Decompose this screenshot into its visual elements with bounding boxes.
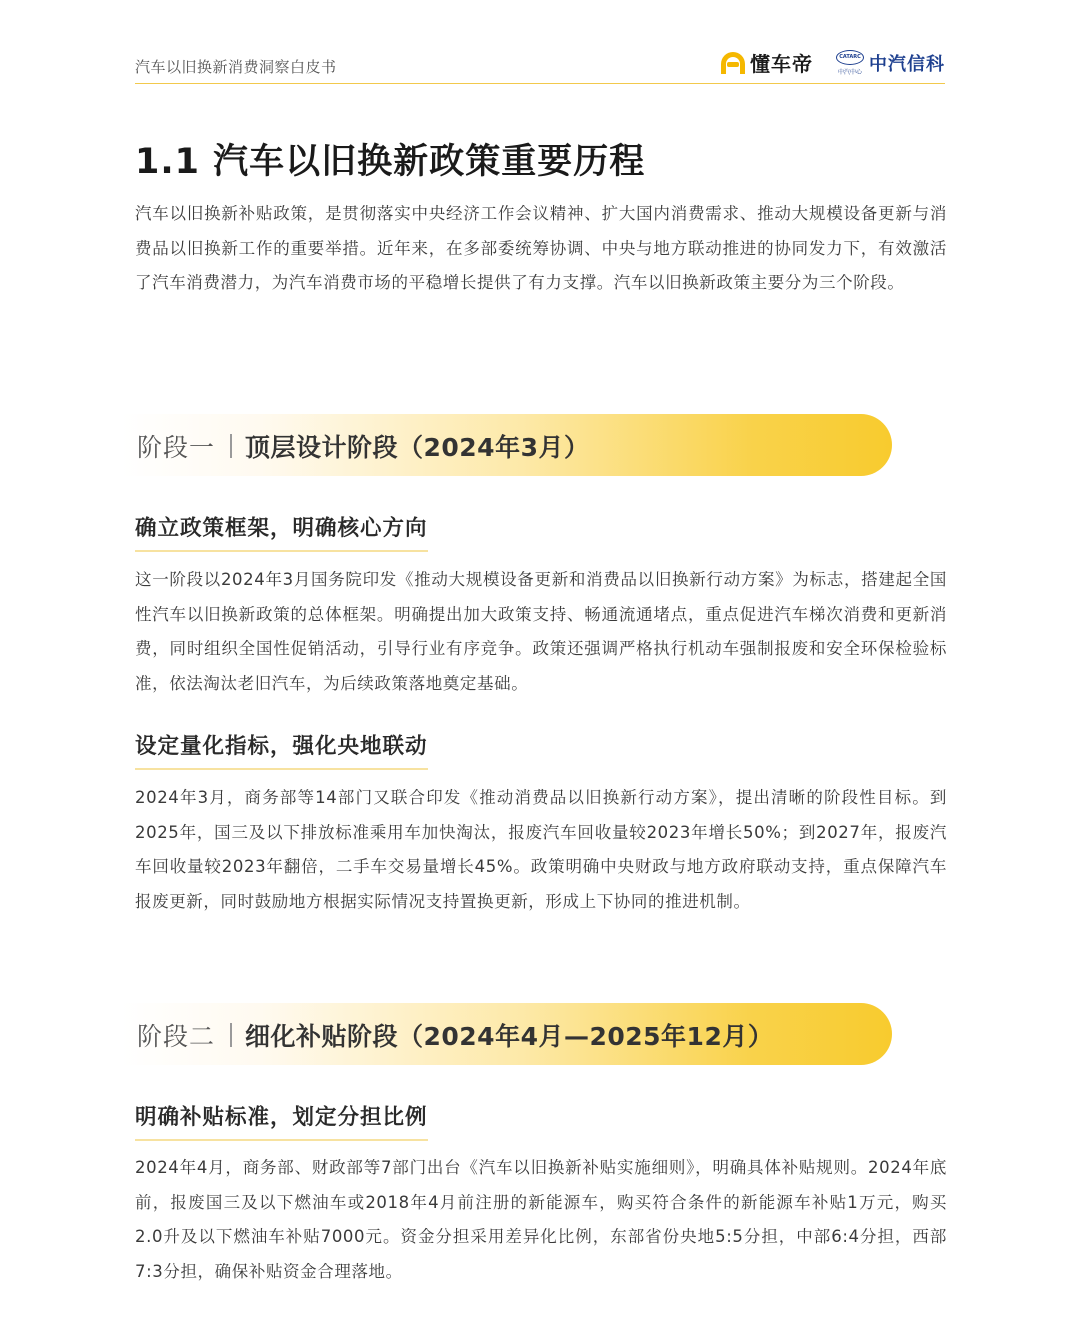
dongchedi-logo-text: 懂车帝 (750, 52, 813, 76)
logo-group (720, 48, 945, 77)
section-body: 2024年3月，商务部等14部门又联合印发《推动消费品以旧换新行动方案》，提出清晰的阶段性目标。到2025年，国三及以下排放标准乘用车加快淘汰，报废汽车回收量较2023年增长50%；到2027年，报废汽车回收量较2023年翻倍，二手车交易量增长45%。政策明确中央财政与地方政府联动支持，重点保障汽车报废更新，同时鼓励地方根据实际情况支持置换更新，形成上下协同的推进机制。 (135, 788, 947, 912)
stage-one-banner (122, 414, 892, 476)
intro-paragraph: 汽车以旧换新补贴政策，是贯彻落实中央经济工作会议精神、扩大国内消费需求、推动大规模设备更新与消费品以旧换新工作的重要举措。近年来，在多部委统筹协调、中央与地方联动推进的协同发力下，有效激活了汽车消费潜力，为汽车消费市场的平稳增长提供了有力支撑。汽车以旧换新政策主要分为三个阶段。 (135, 204, 947, 293)
stage-divider (230, 434, 232, 458)
page-title: 1.1 汽车以旧换新政策重要历程 (135, 142, 646, 182)
stage-two-banner (122, 1003, 892, 1065)
stage-one-title: 顶层设计阶段（2024年3月） (245, 433, 590, 462)
section-heading: 确立政策框架，明确核心方向 (135, 511, 428, 552)
stage-two-label: 阶段二 (137, 1022, 216, 1051)
dongchedi-logo (720, 48, 813, 77)
document-title: 汽车以旧换新消费洞察白皮书 (135, 58, 337, 76)
section-body: 2024年4月，商务部、财政部等7部门出台《汽车以旧换新补贴实施细则》，明确具体补贴规则。2024年底前，报废国三及以下燃油车或2018年4月前注册的新能源车，购买符合条件的新能源车补贴1万元，购买2.0升及以下燃油车补贴7000元。资金分担采用差异化比例，东部省份央地5:5分担，中部6:4分担，西部7:3分担，确保补贴资金合理落地。 (135, 1158, 947, 1282)
page-header (135, 44, 945, 84)
catarc-badge-icon: CATARC 中汽中心 (835, 49, 865, 77)
dongchedi-mark-icon (720, 52, 746, 74)
section-body: 这一阶段以2024年3月国务院印发《推动大规模设备更新和消费品以旧换新行动方案》为标志，搭建起全国性汽车以旧换新政策的总体框架。明确提出加大政策支持、畅通流通堵点，重点促进汽车梯次消费和更新消费，同时组织全国性促销活动，引导行业有序竞争。政策还强调严格执行机动车强制报废和安全环保检验标准，依法淘汰老旧汽车，为后续政策落地奠定基础。 (135, 570, 947, 694)
section-heading: 设定量化指标，强化央地联动 (135, 729, 428, 770)
stage-divider (230, 1023, 232, 1047)
zhongqi-xinke-logo-text: 中汽信科 (869, 53, 945, 75)
zhongqi-xinke-logo (835, 49, 945, 77)
stage-one-label: 阶段一 (137, 433, 216, 462)
stage-two-title: 细化补贴阶段（2024年4月—2025年12月） (245, 1022, 774, 1051)
section-heading: 明确补贴标准，划定分担比例 (135, 1100, 428, 1141)
